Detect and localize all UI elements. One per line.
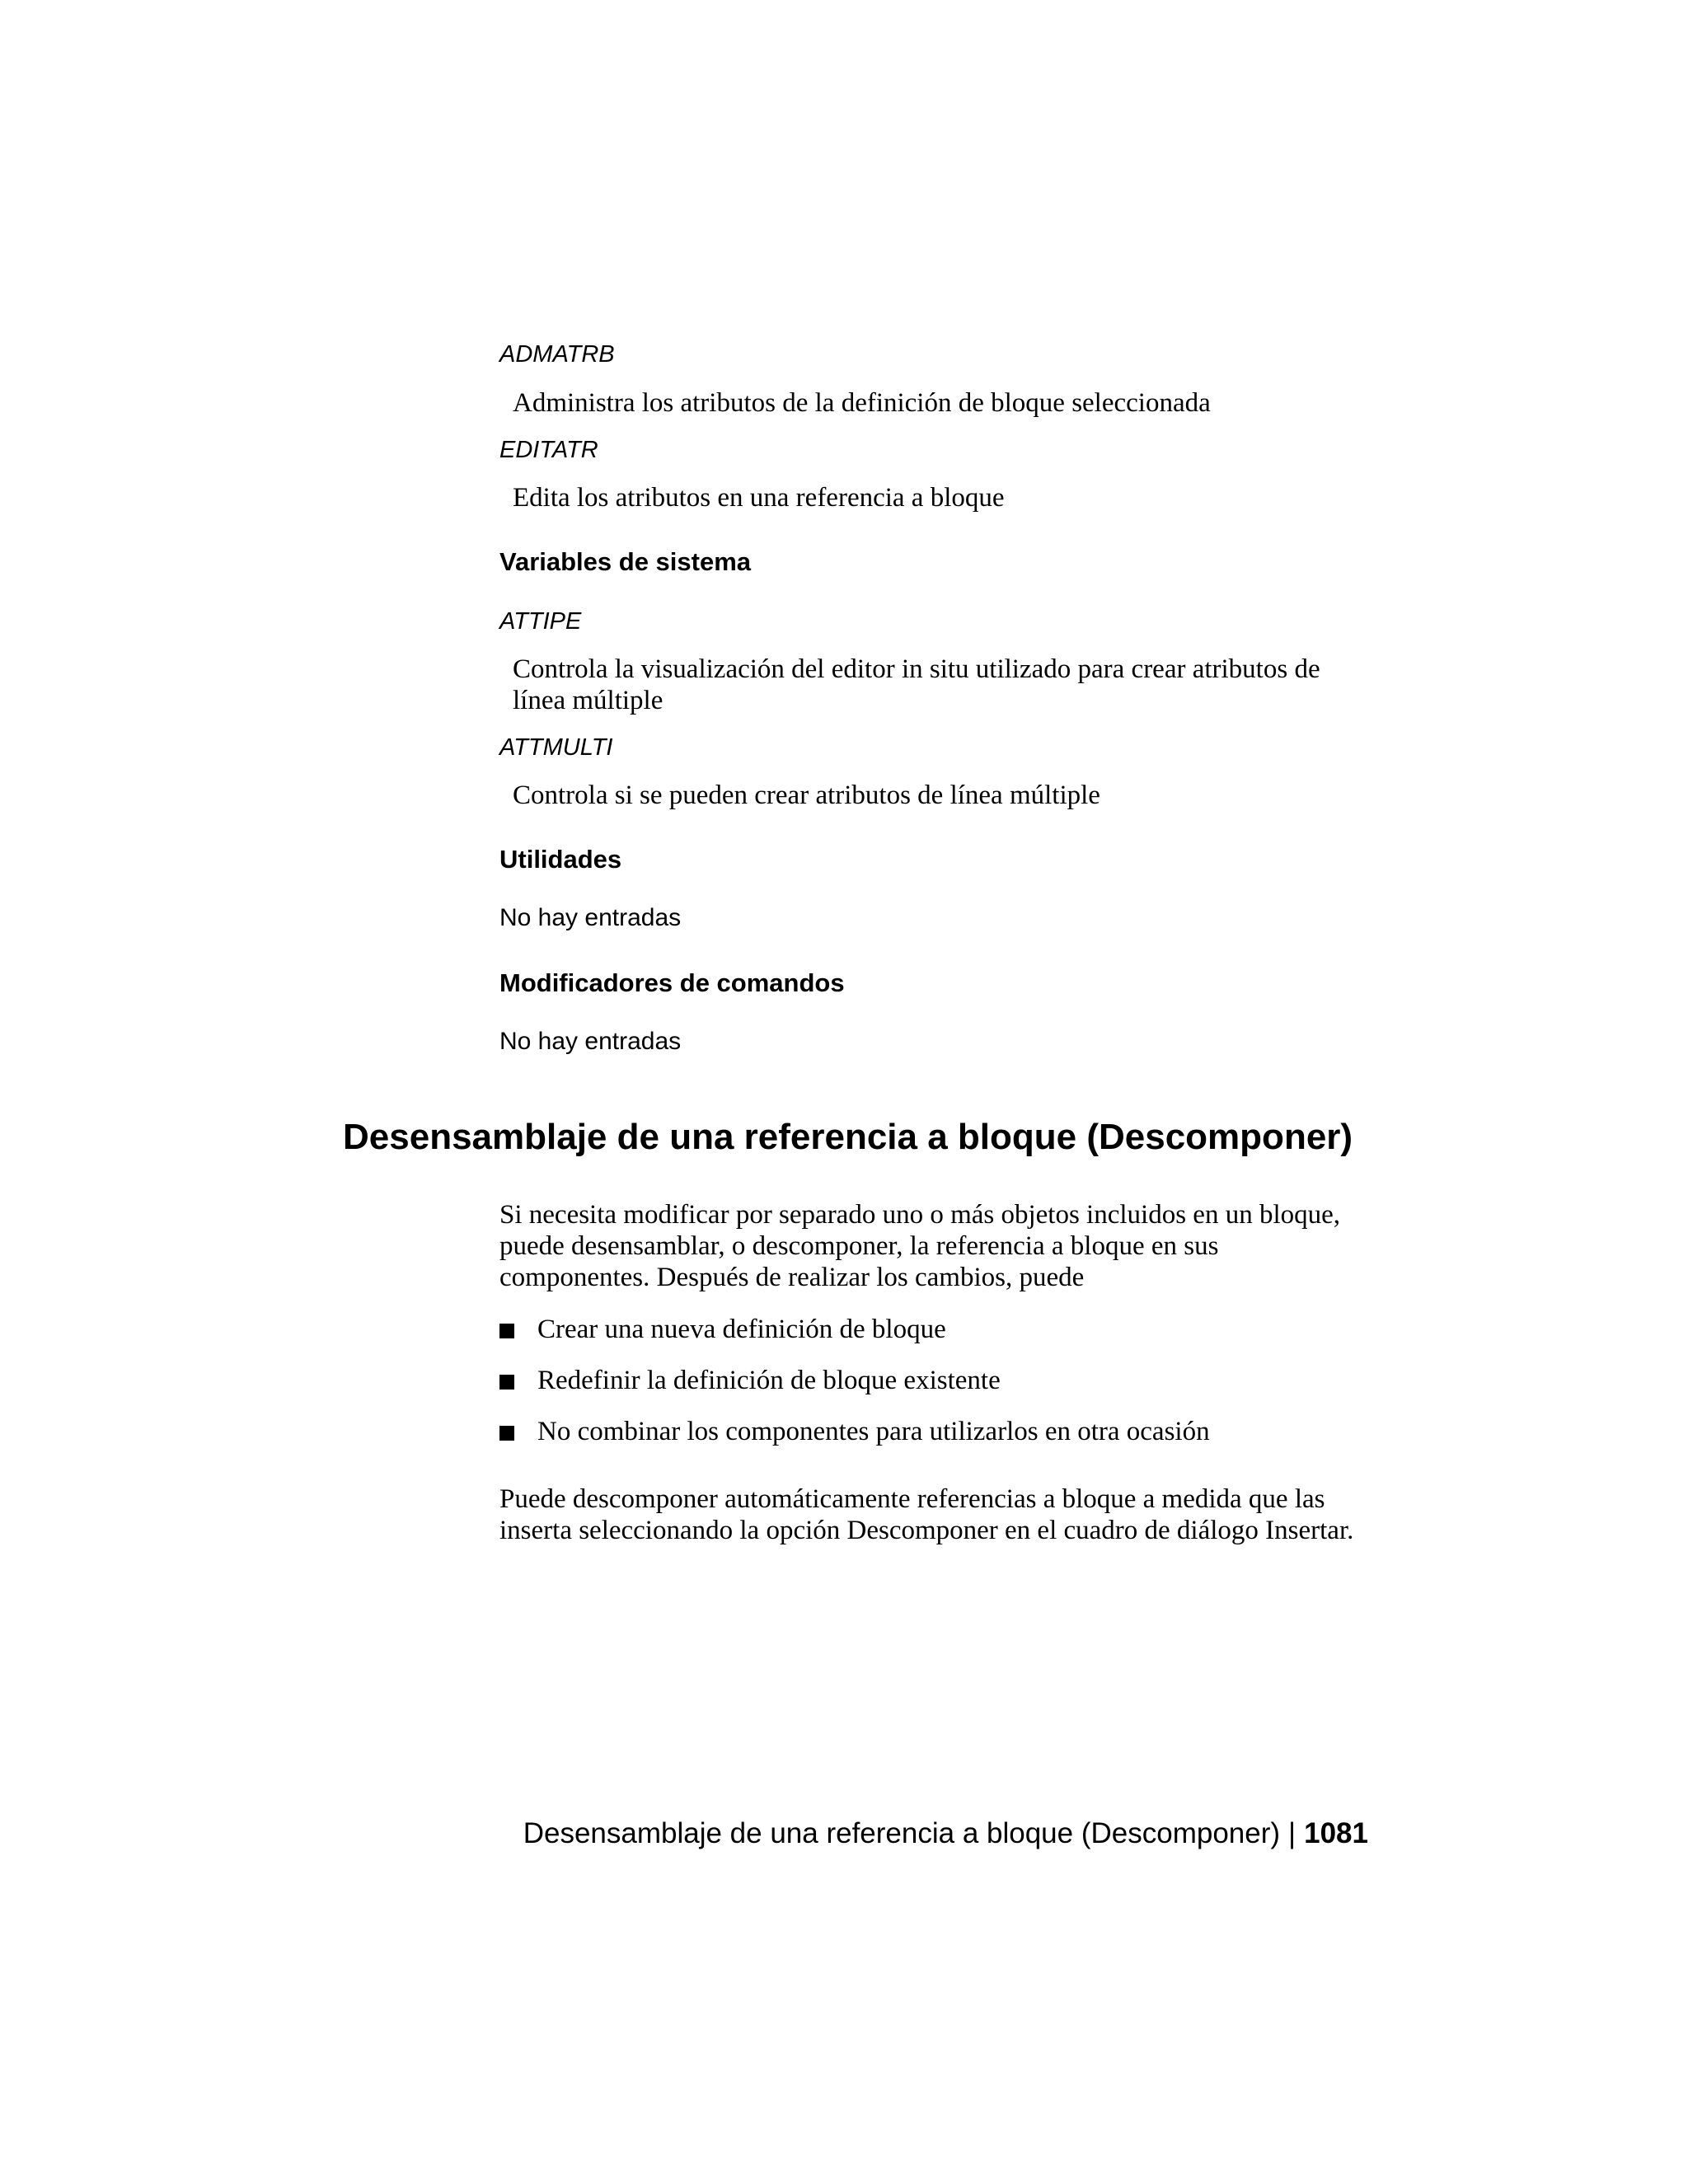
footer-separator: | [1288,1817,1296,1849]
list-item: Crear una nueva definición de bloque [537,1315,946,1344]
page-footer [523,1817,1368,1850]
intro-line: componentes. Después de realizar los cambios, puede [499,1263,1085,1292]
list-item: No combinar los componentes para utilizarlos en otra ocasión [537,1417,1210,1446]
sysvar-description-attmulti: Controla si se pueden crear atributos de línea múltiple [513,780,1100,810]
sysvar-name-attmulti: ATTMULTI [499,734,613,761]
command-modifiers-text: No hay entradas [499,1028,682,1055]
sysvar-name-attipe: ATTIPE [499,608,582,635]
closing-line: Puede descomponer automáticamente referencias a bloque a medida que las [499,1484,1325,1514]
system-variables-heading: Variables de sistema [499,547,752,576]
utilities-text: No hay entradas [499,904,682,931]
page-number: 1081 [1304,1817,1368,1849]
intro-line: Si necesita modificar por separado uno o más objetos incluidos en un bloque, [499,1200,1341,1230]
sysvar-description-attipe-line2: línea múltiple [513,686,663,715]
command-name-editatr: EDITATR [499,437,598,463]
command-name-admatrb: ADMATRB [499,341,615,368]
intro-line: puede desensamblar, o descomponer, la referencia a bloque en sus [499,1231,1219,1261]
footer-title: Desensamblaje de una referencia a bloque (Descomponer) [523,1817,1281,1849]
list-item: Redefinir la definición de bloque existente [537,1366,1001,1395]
command-description-admatrb: Administra los atributos de la definición de bloque seleccionada [513,388,1211,418]
bullet-marker [499,1375,514,1390]
utilities-heading: Utilidades [499,845,622,874]
command-modifiers-heading: Modificadores de comandos [499,968,845,997]
closing-line: inserta seleccionando la opción Descomponer en el cuadro de diálogo Insertar. [499,1516,1354,1545]
sysvar-description-attipe-line1: Controla la visualización del editor in situ utilizado para crear atributos de [513,654,1320,684]
section-title: Desensamblaje de una referencia a bloque (Descomponer) [343,1117,1353,1157]
command-description-editatr: Edita los atributos en una referencia a bloque [513,483,1005,513]
bullet-marker [499,1426,514,1441]
bullet-marker [499,1324,514,1338]
